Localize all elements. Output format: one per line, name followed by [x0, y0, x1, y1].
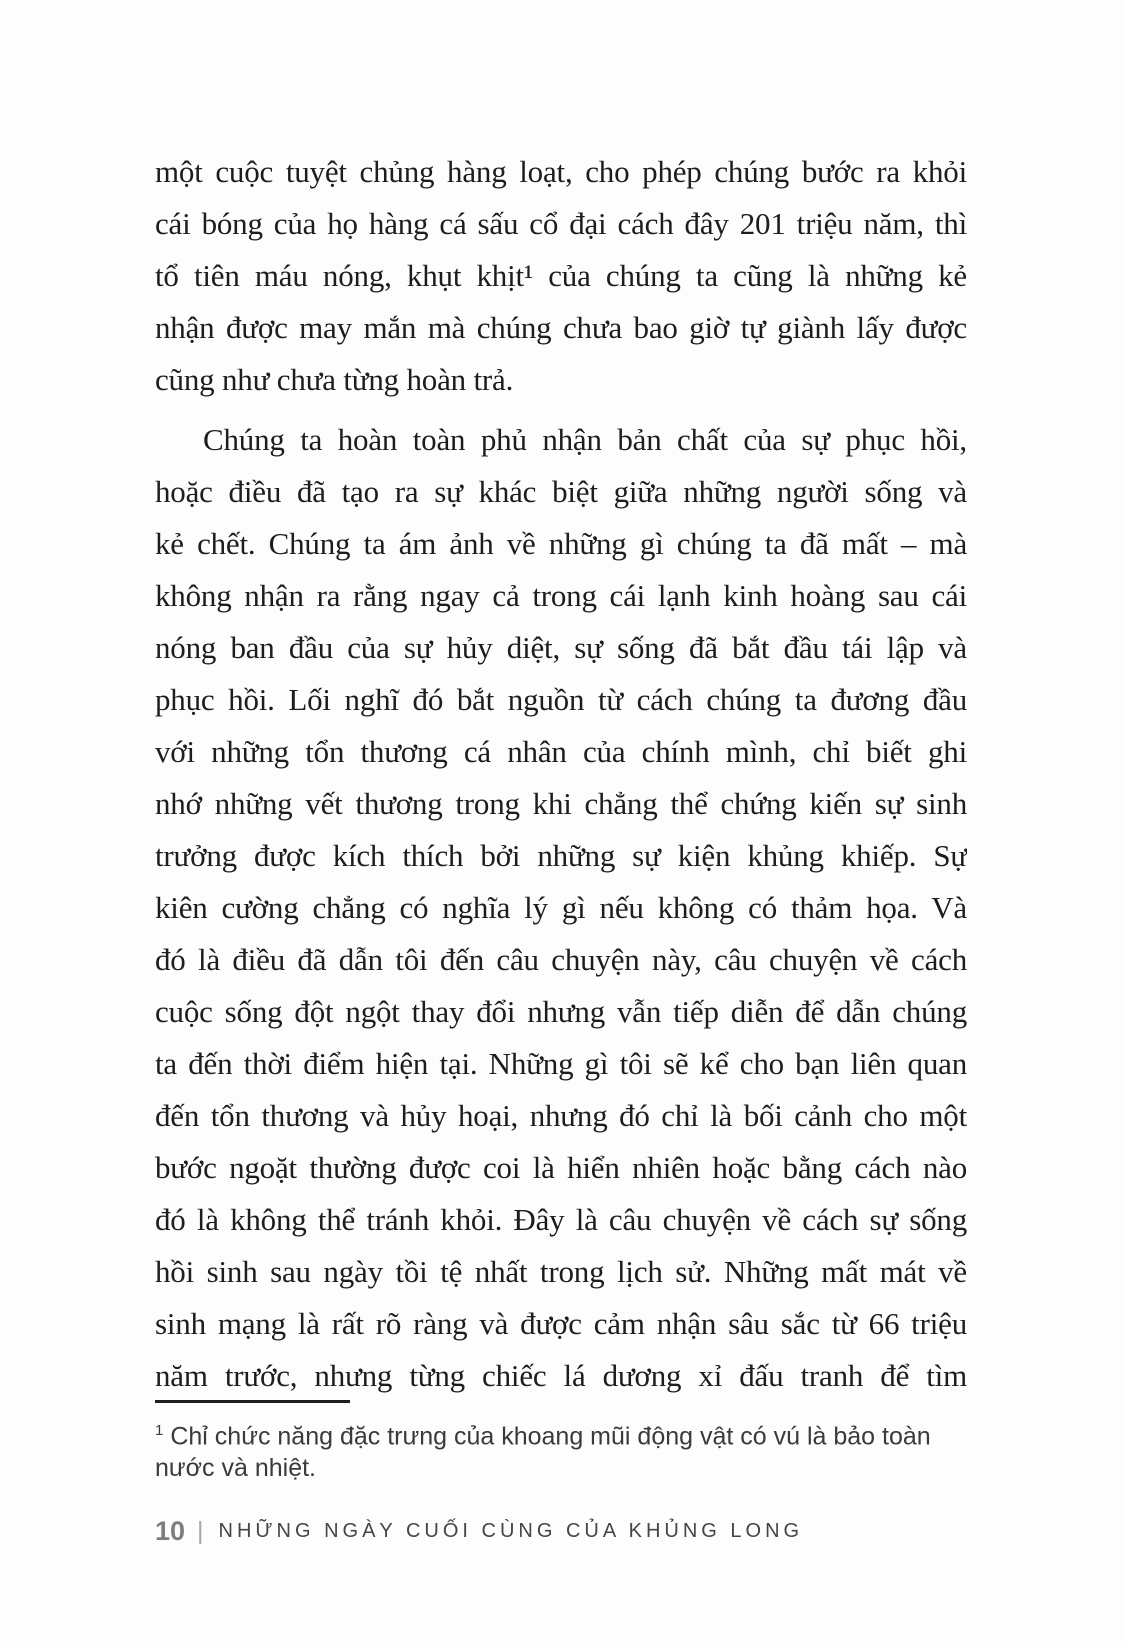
- text-line: đến tổn thương và hủy hoại, nhưng đó chỉ là bối cảnh cho một: [155, 1098, 967, 1133]
- footnote: [155, 1400, 967, 1484]
- text-line: trưởng được kích thích bởi những sự kiện khủng khiếp. Sự: [155, 838, 967, 873]
- text-line: với những tổn thương cá nhân của chính mình, chỉ biết ghi: [155, 734, 967, 769]
- paragraph-continuation: [155, 146, 967, 406]
- body-text: [155, 146, 967, 1402]
- text-line: cũng như chưa từng hoàn trả.: [155, 362, 514, 397]
- text-line: đó là điều đã dẫn tôi đến câu chuyện này, câu chuyện về cách: [155, 942, 967, 977]
- page-footer: [155, 1516, 803, 1547]
- footer-separator: |: [197, 1517, 204, 1545]
- text-line: nóng ban đầu của sự hủy diệt, sự sống đã bắt đầu tái lập và: [155, 630, 967, 665]
- running-title: NHỮNG NGÀY CUỐI CÙNG CỦA KHỦNG LONG: [218, 1520, 804, 1542]
- text-line: nhận được may mắn mà chúng chưa bao giờ tự giành lấy được: [155, 310, 967, 345]
- text-line: kẻ chết. Chúng ta ám ảnh về những gì chúng ta đã mất – mà: [155, 526, 967, 561]
- footnote-text: [155, 1415, 967, 1484]
- text-line: đó là không thể tránh khỏi. Đây là câu chuyện về cách sự sống: [155, 1202, 967, 1237]
- text-line: sinh mạng là rất rõ ràng và được cảm nhận sâu sắc từ 66 triệu: [155, 1306, 967, 1341]
- text-line: ta đến thời điểm hiện tại. Những gì tôi sẽ kể cho bạn liên quan: [155, 1046, 967, 1081]
- page-number: 10: [155, 1516, 186, 1546]
- footnote-body: Chỉ chức năng đặc trưng của khoang mũi động vật có vú là bảo toàn nước và nhiệt.: [155, 1422, 931, 1483]
- text-line: hồi sinh sau ngày tồi tệ nhất trong lịch sử. Những mất mát về: [155, 1254, 967, 1289]
- text-line: Chúng ta hoàn toàn phủ nhận bản chất của sự phục hồi,: [203, 422, 967, 457]
- text-line: một cuộc tuyệt chủng hàng loạt, cho phép chúng bước ra khỏi: [155, 154, 967, 189]
- footnote-divider: [155, 1400, 350, 1403]
- text-line: không nhận ra rằng ngay cả trong cái lạnh kinh hoàng sau cái: [155, 578, 967, 613]
- text-line: nhớ những vết thương trong khi chẳng thể chứng kiến sự sinh: [155, 786, 967, 821]
- paragraph: [155, 414, 967, 1402]
- text-line: hoặc điều đã tạo ra sự khác biệt giữa những người sống và: [155, 474, 967, 509]
- text-line: cái bóng của họ hàng cá sấu cổ đại cách đây 201 triệu năm, thì: [155, 206, 967, 241]
- footnote-marker: 1: [155, 1422, 164, 1439]
- text-line: năm trước, nhưng từng chiếc lá dương xỉ đấu tranh để tìm: [155, 1358, 967, 1393]
- text-line: cuộc sống đột ngột thay đổi nhưng vẫn tiếp diễn để dẫn chúng: [155, 994, 967, 1029]
- text-line: kiên cường chẳng có nghĩa lý gì nếu không có thảm họa. Và: [155, 890, 967, 925]
- text-line: tổ tiên máu nóng, khụt khịt¹ của chúng ta cũng là những kẻ: [155, 258, 967, 293]
- text-line: phục hồi. Lối nghĩ đó bắt nguồn từ cách chúng ta đương đầu: [155, 682, 967, 717]
- text-line: bước ngoặt thường được coi là hiển nhiên hoặc bằng cách nào: [155, 1150, 967, 1185]
